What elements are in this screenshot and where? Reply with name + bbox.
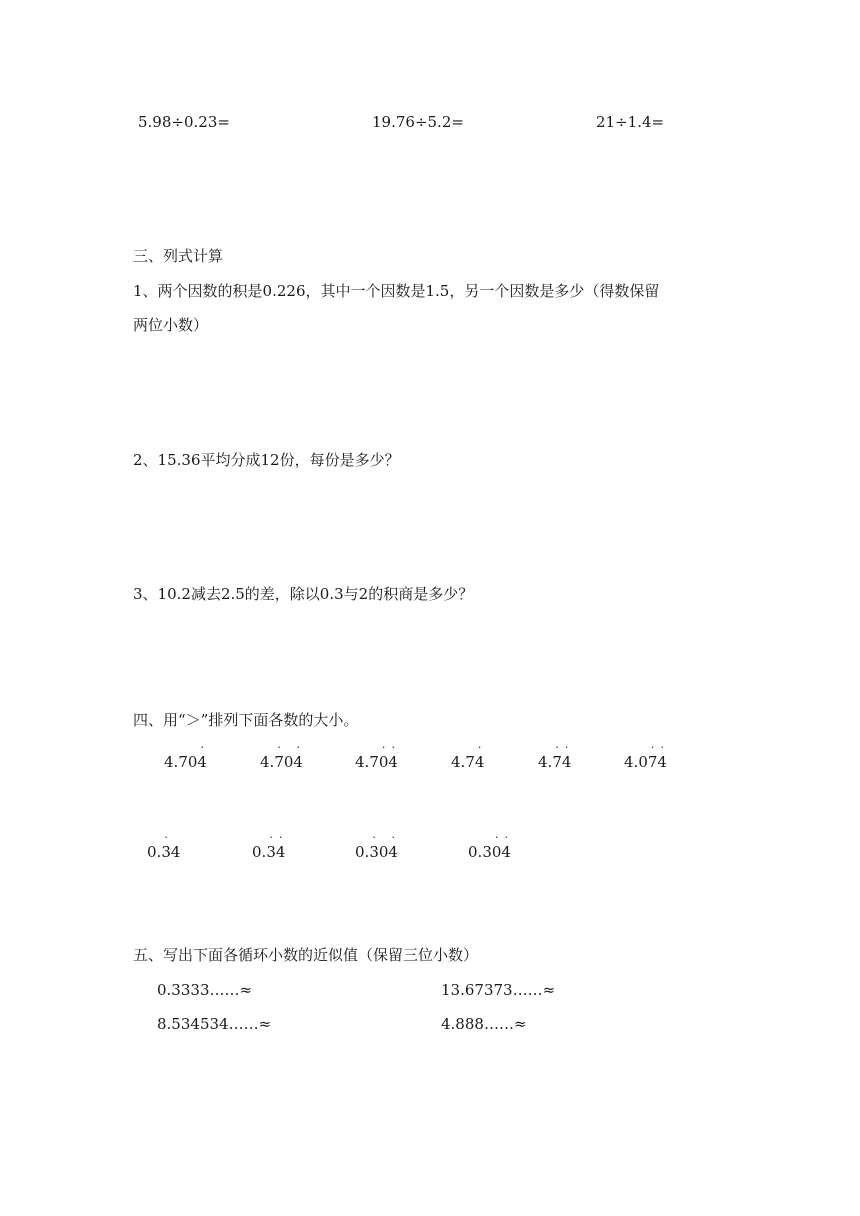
- repeat-dot: ·: [504, 831, 508, 844]
- repeating-decimal: 4.7 · 4 ·: [538, 741, 572, 771]
- repeating-decimal: 4.7 · 04 ·: [260, 741, 303, 771]
- division-problem-1: 5.98÷0.23=: [138, 113, 230, 131]
- repeat-dot: ·: [555, 741, 559, 754]
- repeat-dot: ·: [564, 741, 569, 754]
- section3-title: 三、列式计算: [133, 247, 224, 265]
- repeating-decimal: 0.3 · 04 ·: [355, 831, 398, 861]
- repeat-dot: ·: [391, 741, 395, 754]
- repeat-dot: ·: [164, 831, 168, 844]
- repeating-decimal: 0.3 · 4 ·: [252, 831, 286, 861]
- repeating-decimal: 4.70 · 4 ·: [355, 741, 398, 771]
- repeat-dot: ·: [278, 831, 283, 844]
- repeat-dot: ·: [494, 831, 499, 844]
- approx-item-2: 13.67373……≈: [441, 981, 556, 999]
- repeat-dot: ·: [277, 741, 281, 754]
- repeating-decimal: 0.30 · 4 ·: [468, 831, 511, 861]
- repeat-dot: ·: [391, 831, 395, 844]
- repeating-decimal: 4.07 · 4 ·: [624, 741, 667, 771]
- approx-item-3: 8.534534……≈: [157, 1015, 272, 1033]
- repeat-dot: ·: [477, 741, 482, 754]
- section3-q3: 3、10.2减去2.5的差，除以0.3与2的积商是多少？: [133, 585, 474, 603]
- section3-q2: 2、15.36平均分成12份，每份是多少？: [133, 451, 400, 469]
- repeat-dot: ·: [372, 831, 376, 844]
- repeat-dot: ·: [650, 741, 655, 754]
- approx-item-4: 4.888……≈: [441, 1015, 527, 1033]
- repeating-decimal: 4.74 ·: [451, 741, 485, 771]
- approx-item-1: 0.3333……≈: [157, 981, 253, 999]
- division-problem-2: 19.76÷5.2=: [372, 113, 464, 131]
- division-problem-3: 21÷1.4=: [596, 113, 665, 131]
- repeat-dot: ·: [660, 741, 664, 754]
- repeating-decimal: 0.3 · 4: [147, 831, 181, 861]
- repeat-dot: ·: [200, 741, 204, 754]
- repeat-dot: ·: [269, 831, 273, 844]
- repeat-dot: ·: [296, 741, 300, 754]
- section5-title: 五、写出下面各循环小数的近似值（保留三位小数）: [133, 946, 479, 964]
- section3-q1-line1: 1、两个因数的积是0.226，其中一个因数是1.5，另一个因数是多少（得数保留: [133, 282, 660, 300]
- repeat-dot: ·: [381, 741, 386, 754]
- repeating-decimal: 4.704 ·: [164, 741, 207, 771]
- section4-title: 四、用“＞”排列下面各数的大小。: [133, 711, 359, 729]
- section3-q1-line2: 两位小数）: [133, 316, 209, 334]
